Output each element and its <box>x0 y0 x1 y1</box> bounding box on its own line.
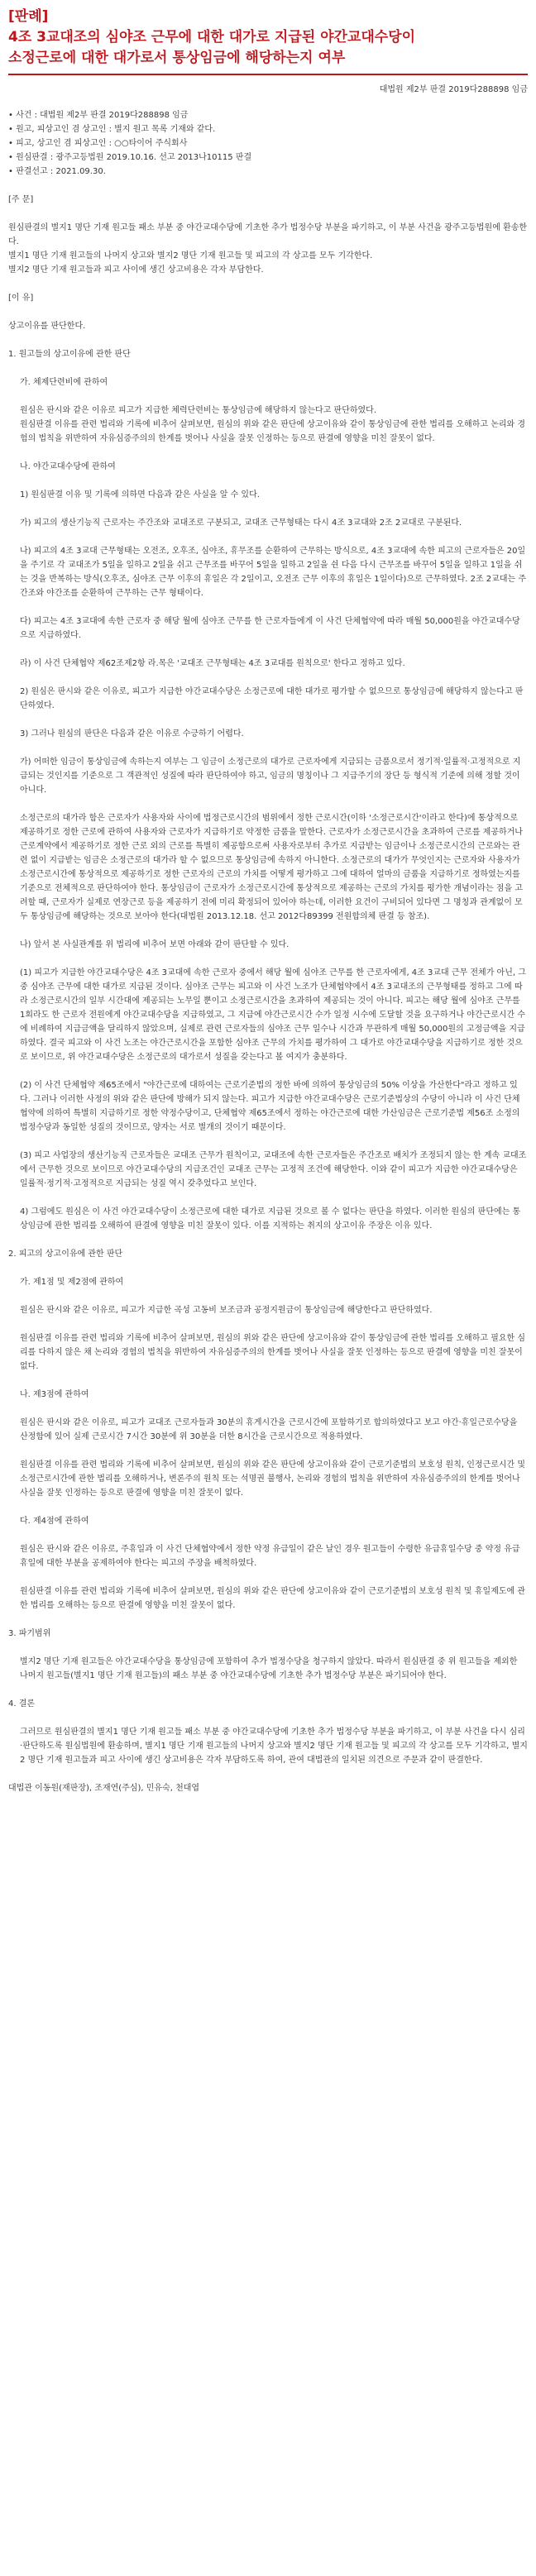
judgment-paragraph: (3) 피고 사업장의 생산기능직 근로자들은 교대조 근무가 원칙이고, 교대조에 속한 근로자들은 주간조로 배치가 조정되지 않는 한 계속 교대조에서 근무한 것으로 보이므로 야간교대수당의 지급조건인 교대조 근무는 고정적 조건에 해당한다. 이와 같이 피고가 지급한 야간교대수당은 일률적·정기적·고정적으로 지급되는 성질 역시 갖추었다고 보인다. <box>20 1151 527 1188</box>
judgment-paragraph: 다) 피고는 4조 3교대에 속한 근로자 중 해당 월에 심야조 근무를 한 근로자들에게 이 사건 단체협약에 따라 매월 50,000원을 야간교대수당으로 지급하였다. <box>20 617 520 640</box>
judgment-paragraph: 원심은 판시와 같은 이유로, 주휴일과 이 사건 단체협약에서 정한 약정 유급일이 같은 날인 경우 원고들이 수령한 유급휴일수당 중 약정 유급휴일에 대한 부분을 공제하여야 한다는 피고의 주장을 배척하였다. <box>20 1545 520 1568</box>
paragraph-gap <box>8 952 528 966</box>
paragraph-gap <box>8 1683 528 1697</box>
paragraph-gap <box>8 1444 528 1458</box>
paragraph-gap <box>8 1191 528 1205</box>
paragraph-gap <box>8 474 528 488</box>
paragraph-gap <box>8 797 528 811</box>
case-reference: 대법원 제2부 판결 2019다288898 임금 <box>379 85 528 94</box>
judgment-paragraph: (2) 이 사건 단체협약 제65조에서 "야간근로에 대하여는 근로기준법의 정한 바에 의하여 통상임금의 50% 이상을 가산한다"라고 정하고 있다. 그러나 이러한 사정의 위와 같은 판단에 방해가 되지 않는다. 피고가 지급한 야간교대수당은 근로기준법상의 수당이 아니라 이 사건 단체협약에 의하여 특별히 지급하기로 정한 약정수당이고, 단체협약 제65조에서 정하는 야간근로에 대한 가산임금은 근로기준법 제56조 소정의 법정수당과 동일한 성질의 것이므로, 양자는 서로 별개의 것이기 때문이다. <box>20 1081 520 1132</box>
paragraph-gap <box>8 643 528 657</box>
paragraph-gap <box>8 1500 528 1514</box>
judgment-paragraph: 그러므로 원심판결의 별지1 명단 기재 원고들 패소 부분 중 야간교대수당에 기초한 추가 법정수당 부분을 파기하고, 이 부분 사건을 다시 심리·판단하도록 원심법원에 환송하며, 별지1 명단 기재 원고들의 나머지 상고와 별지2 명단 기재 원고들 및 피고의 각 상고를 모두 기각하고, 별지2 명단 기재 원고들과 피고 사이에 생긴 상고비용은 각자 부담하도록 하여, 관여 대법관의 일치된 의견으로 주문과 같이 판결한다. <box>20 1728 528 1765</box>
judgment-paragraph: 원심판결 이유를 관련 법리와 기록에 비추어 살펴보면, 원심의 위와 같은 판단에 상고이유와 같이 통상임금에 관한 법리를 오해하고 필요한 심리를 다하지 않은 채 논리와 경험의 법칙을 위반하여 자유심증주의의 한계를 벗어나 사실을 잘못 인정하는 등으로 판결에 영향을 미친 잘못이 없다. <box>20 1334 526 1371</box>
judgment-paragraph: [주 문] <box>8 195 34 204</box>
paragraph-gap <box>8 277 528 291</box>
paragraph-gap <box>8 1570 528 1584</box>
judgment-paragraph: 원심판결 이유를 관련 법리와 기록에 비추어 살펴보면, 원심의 위와 같은 판단에 상고이유와 같이 근로기준법의 보호성 원칙 및 휴일제도에 관한 법리를 오해하는 등으로 판결에 영향을 미친 잘못이 없다. <box>20 1587 526 1610</box>
judgment-paragraph: 다. 제4점에 관하여 <box>20 1517 89 1526</box>
paragraph-gap <box>8 1261 528 1275</box>
judgment-body <box>8 179 528 1795</box>
judgment-paragraph: 원심판결 이유를 관련 법리와 기록에 비추어 살펴보면, 원심의 위와 같은 판단에 상고이유와 같이 근로기준법의 보호성 원칙, 인정근로시간 및 소정근로시간에 관한 법리를 오해하거나, 변론주의 원칙 또는 석명권 불행사, 논리와 경험의 법칙을 위반하여 자유심증주의의 한계를 벗어나 사실을 잘못 인정하는 등으로 판결에 영향을 미친 잘못이 없다. <box>20 1460 526 1498</box>
judgment-paragraph: 나. 야간교대수당에 관하여 <box>20 462 116 471</box>
paragraph-gap <box>8 305 528 319</box>
paragraph-gap <box>8 713 528 727</box>
judgment-paragraph: 2. 피고의 상고이유에 관한 판단 <box>8 1250 123 1259</box>
case-meta-list <box>8 108 528 179</box>
case-meta-item: • 원고, 피상고인 겸 상고인 : 별지 원고 목록 기재와 같다. <box>8 125 216 134</box>
paragraph-gap <box>8 1233 528 1247</box>
paragraph-gap <box>8 1289 528 1303</box>
paragraph-gap <box>8 1374 528 1388</box>
judgment-paragraph: 원심판결 이유를 관련 법리와 기록에 비추어 살펴보면, 원심의 위와 같은 판단에 상고이유와 같이 통상임금에 관한 법리를 오해하고 논리와 경험의 법칙을 위반하여 자유심증주의의 한계를 벗어나 사실을 잘못 인정하는 등으로 판결에 영향을 미친 잘못이 없다. <box>20 420 526 443</box>
paragraph-gap <box>8 1641 528 1655</box>
judgment-paragraph: 별지1 명단 기재 원고들의 나머지 상고와 별지2 명단 기재 원고들 및 피고의 각 상고를 모두 기각한다. <box>8 251 373 260</box>
case-meta-item: • 피고, 상고인 겸 피상고인 : ○○타이어 주식회사 <box>8 139 188 148</box>
paragraph-gap <box>8 207 528 221</box>
case-meta-item: • 원심판결 : 광주고등법원 2019.10.16. 선고 2013나10115 판결 <box>8 153 252 162</box>
paragraph-gap <box>8 502 528 516</box>
judgment-paragraph: 대법관 이동원(재판장), 조재연(주심), 민유숙, 천대엽 <box>8 1784 200 1793</box>
judgment-paragraph: (1) 피고가 지급한 야간교대수당은 4조 3교대에 속한 근로자 중에서 해당 월에 심야조 근무를 한 근로자에게, 4조 3교대 근무 전체가 아닌, 그중 심야조 근무에 대한 대가로 지급된 것이다. 심야조 근무는 피고와 이 사건 노조가 단체협약에서 4조 3교대조의 근무형태를 정하고 그에 따라 소정근로시간의 일부 시간대에 제공되는 노무일 뿐이고 소정근로시간을 초과하여 제공되는 것이 아니다. 피고는 해당 월에 심야조 근무를 1회라도 한 근로자 전원에게 야간교대수당을 지급하였고, 그 지급에 야간근로시간 수가 일정 시수에 도달할 것을 요구하거나 야간근로시간 수에 비례하여 지급금액을 달리하지 않았으며, 실제로 관련 근로자들의 심야조 근무 일수나 시간과 무관하게 매월 50,000원의 고정금액을 지급하였다. 결국 피고와 이 사건 노조는 야간근로시간을 포함한 심야조 근무의 가치를 평가하여 그 대가로 야간교대수당을 지급하기로 정한 것으로 보이므로, 위 야간교대수당은 소정근로의 대가로서 성질을 갖는다고 볼 여지가 충분하다. <box>20 968 526 1062</box>
judgment-paragraph: 1. 원고들의 상고이유에 관한 판단 <box>8 350 131 359</box>
document-title-line2: 소정근로에 대한 대가로서 통상임금에 해당하는지 여부 <box>8 50 346 66</box>
judgment-paragraph: 4) 그럼에도 원심은 이 사건 야간교대수당이 소정근로에 대한 대가로 지급된 것으로 볼 수 없다는 판단을 하였다. 이러한 원심의 판단에는 통상임금에 관한 법리를 오해하여 판결에 영향을 미친 잘못이 있다. 이를 지적하는 취지의 상고이유 주장은 이유 있다. <box>20 1207 521 1231</box>
paragraph-gap <box>8 446 528 460</box>
paragraph-gap <box>8 1317 528 1331</box>
judgment-paragraph: 소정근로의 대가라 함은 근로자가 사용자와 사이에 법정근로시간의 범위에서 정한 근로시간(이하 '소정근로시간'이라고 한다)에 통상적으로 제공하기로 정한 근로에 관하여 사용자와 근로자가 지급하기로 약정한 금품을 말한다. 근로자가 소정근로시간을 초과하여 근로를 제공하거나 근로계약에서 제공하기로 정한 근로 외의 근로를 특별히 제공함으로써 사용자로부터 추가로 지급받는 임금이나 소정근로시간의 근로와는 관련 없이 지급받는 임금은 소정근로의 대가라 할 수 없으므로 통상임금에 속하지 아니한다. 소정근로의 대가가 무엇인지는 근로자와 사용자가 소정근로시간에 통상적으로 제공하기로 정한 근로자의 근로의 가치를 어떻게 평가하고 그에 대하여 얼마의 금품을 지급하기로 정하였는지를 기준으로 전체적으로 판단하여야 한다. 통상임금이 근로자가 소정근로시간에 통상적으로 제공하는 근로의 가치를 평가한 개념이라는 점을 고려할 때, 근로자가 실제로 연장근로 등을 제공하기 전에 미리 확정되어 있어야 하는데, 이러한 요건이 구비되어 있다면 그 명칭과 관계없이 모두 통상임금에 해당하는 것으로 보아야 한다(대법원 2013.12.18. 선고 2012다89399 전원합의체 판결 등 참조). <box>20 814 523 921</box>
title-divider <box>8 74 528 75</box>
paragraph-gap <box>8 179 528 193</box>
judgment-paragraph: 3) 그러나 원심의 판단은 다음과 같은 이유로 수긍하기 어렵다. <box>20 729 244 738</box>
judgment-paragraph: 3. 파기범위 <box>8 1629 51 1638</box>
judgment-paragraph: 가. 제1점 및 제2점에 관하여 <box>20 1278 124 1287</box>
paragraph-gap <box>8 741 528 755</box>
paragraph-gap <box>8 924 528 938</box>
document-title-line1: 4조 3교대조의 심야조 근무에 대한 대가로 지급된 야간교대수당이 <box>8 29 416 45</box>
case-meta-item: • 판결선고 : 2021.09.30. <box>8 167 106 176</box>
judgment-paragraph: 원심판결의 별지1 명단 기재 원고들 패소 부분 중 야간교대수당에 기초한 추가 법정수당 부분을 파기하고, 이 부분 사건을 광주고등법원에 환송한다. <box>8 223 528 246</box>
judgment-paragraph: [이 유] <box>8 294 34 303</box>
judgment-paragraph: 상고이유를 판단한다. <box>8 322 86 331</box>
judgment-paragraph: 나) 앞서 본 사실관계를 위 법리에 비추어 보면 아래와 같이 판단할 수 있다. <box>20 940 290 949</box>
paragraph-gap <box>8 1613 528 1627</box>
paragraph-gap <box>8 1711 528 1725</box>
paragraph-gap <box>8 1528 528 1542</box>
judgment-paragraph: 가. 체제단련비에 관하여 <box>20 378 108 387</box>
paragraph-gap <box>8 1402 528 1416</box>
document-header <box>8 7 528 69</box>
paragraph-gap <box>8 600 528 614</box>
judgment-paragraph: 나) 피고의 4조 3교대 근무형태는 오전조, 오후조, 심야조, 휴무조를 순환하여 근무하는 방식으로, 4조 3교대에 속한 피고의 근로자들은 20일을 주기로 각 교대조가 5일을 일하고 2일을 쉬고 근무조를 바꾸어 5일을 일하고 2일을 쉰 다음 다시 근무조를 바꾸어 5일을 일하고 1일을 쉬는 것을 반복하는 방식(오후조, 심야조 근무 이후의 휴일은 각 2일이고, 오전조 근무 이후의 휴일은 1일이다)으로 근무하였다. 2조 2교대는 주간조와 야간조를 순환하여 근무하는 근무 형태이다. <box>20 547 526 598</box>
paragraph-gap <box>8 530 528 544</box>
case-meta-item: • 사건 : 대법원 제2부 판결 2019다288898 임금 <box>8 111 189 120</box>
judgment-paragraph: 2) 원심은 판시와 같은 이유로, 피고가 지급한 야간교대수당은 소정근로에 대한 대가로 평가할 수 없으므로 통상임금에 해당하지 않는다고 판단하였다. <box>20 687 524 710</box>
paragraph-gap <box>8 1135 528 1149</box>
paragraph-gap <box>8 1064 528 1078</box>
judgment-paragraph: 나. 제3점에 관하여 <box>20 1390 89 1399</box>
judgment-paragraph: 별지2 명단 기재 원고들은 야간교대수당을 통상임금에 포함하여 추가 법정수당을 청구하지 않았다. 따라서 원심판결 중 위 원고들을 제외한 나머지 원고들(별지1 명단 기재 원고들)의 패소 부분 중 야간교대수당에 기초한 추가 법정수당 부분은 파기되어야 한다. <box>20 1657 518 1680</box>
judgment-paragraph: 원심은 판시와 같은 이유로 피고가 지급한 체력단련비는 통상임금에 해당하지 않는다고 판단하였다. <box>20 406 377 415</box>
judgment-paragraph: 1) 원심판결 이유 및 기록에 의하면 다음과 같은 사실을 알 수 있다. <box>20 490 260 499</box>
paragraph-gap <box>8 333 528 347</box>
judgment-paragraph: 라) 이 사건 단체협약 제62조제2항 라.목은 '교대조 근무형태는 4조 3교대를 원칙으로' 한다고 정하고 있다. <box>20 659 405 668</box>
paragraph-gap <box>8 671 528 685</box>
paragraph-gap <box>8 390 528 404</box>
paragraph-gap <box>8 1767 528 1781</box>
judgment-paragraph: 4. 결론 <box>8 1699 36 1709</box>
judgment-paragraph: 가) 피고의 생산기능직 근로자는 주간조와 교대조로 구분되고, 교대조 근무형태는 다시 4조 3교대와 2조 2교대로 구분된다. <box>20 519 462 528</box>
paragraph-gap <box>8 361 528 375</box>
judgment-paragraph: 가) 어떠한 임금이 통상임금에 속하는지 여부는 그 임금이 소정근로의 대가로 근로자에게 지급되는 금품으로서 정기적·일률적·고정적으로 지급되는 것인지를 기준으로 그 객관적인 성질에 따라 판단하여야 하고, 임금의 명칭이나 그 지급주기의 장단 등 형식적 기준에 의해 정할 것이 아니다. <box>20 758 521 795</box>
judgment-paragraph: 원심은 판시와 같은 이유로, 피고가 지급한 곡성 고동비 보조금과 공정지원금이 통상임금에 해당한다고 판단하였다. <box>20 1306 433 1315</box>
judgment-paragraph: 원심은 판시와 같은 이유로, 피고가 교대조 근로자들과 30분의 휴게시간을 근로시간에 포함하기로 합의하였다고 보고 야간·휴일근로수당을 산정함에 있어 실제 근로시간 7시간 30분에 위 30분을 더한 8시간을 근로시간으로 적용하였다. <box>20 1418 518 1441</box>
judgment-paragraph: 별지2 명단 기재 원고들과 피고 사이에 생긴 상고비용은 각자 부담한다. <box>8 265 264 275</box>
document-tag: [판례] <box>8 8 49 25</box>
